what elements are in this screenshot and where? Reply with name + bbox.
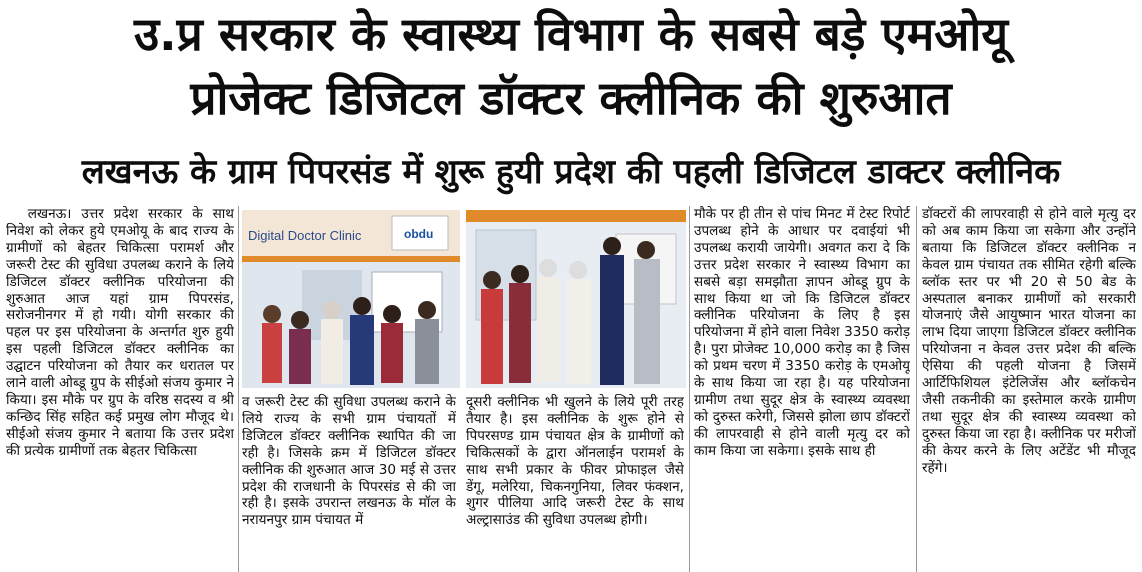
column-1-text: लखनऊ। उत्तर प्रदेश सरकार के साथ निवेश को लेकर हुये एमओयू के बाद राज्य के ग्रामीणों को बेहतर चिकित्सा परामर्श और जरूरी टेस्ट की सुविधा उपलब्ध कराने के लिये डिजिटल डॉक्टर क्लीनिक परियोजना की शुरुआत आज यहां ग्राम पिपरसंड, सरोजनीनगर में हो गयी। योगी सरकार की पहल पर इस परियोजना के अन्तर्गत शुरु हुयी इस पहली डिजिटल डॉक्टर क्लीनिक का उद्घाटन परियोजना को तैयार कर धरातल पर लाने वाली ओब्डू ग्रुप के सीईओ संजय कुमार ने किया। इस मौके पर ग्रुप के वरिष्ठ सदस्य व श्री कन्छिद सिंह सहित कई प्रमुख लोग मौजूद थे। सीईओ संजय कुमार ने बताया कि उत्तर प्रदेश की प्रत्येक ग्रामीणों तक बेहतर चिकित्सा [6, 206, 234, 459]
headline-line-1: उ.प्र सरकार के स्वास्थ्य विभाग के सबसे बड़े एमओयू [133, 7, 1009, 61]
column-2-text: व जरूरी टेस्ट की सुविधा उपलब्ध कराने के लिये राज्य के सभी ग्राम पंचायतों में डिजिटल डॉक्टर क्लीनिक स्थापित की जा रही है। जिसके क्रम में डिजिटल डॉक्टर क्लीनिक की शुरुआत आज 30 मई से उत्तर प्रदेश की राजधानी के पिपरसंड से की जा रही है। इसके उपरान्त लखनऊ के मॉल के नरायनपुर ग्राम पंचायत में [242, 394, 456, 529]
article-column-3 [466, 394, 684, 572]
subheadline: लखनऊ के ग्राम पिपरसंड में शुरू हुयी प्रदेश की पहली डिजिटल डाक्टर क्लीनिक [81, 152, 1061, 192]
column-divider [689, 206, 690, 572]
column-4-text: मौके पर ही तीन से पांच मिनट में टेस्ट रिपोर्ट उपलब्ध होने के आधार पर दवाईयां भी उपलब्ध करायी जायेगी। अवगत करा दे कि उत्तर प्रदेश सरकार ने स्वास्थ्य विभाग का सबसे बड़ा समझौता ज्ञापन ओब्डू ग्रुप के साथ किया था जो कि डिजिटल डॉक्टर क्लीनिक परियोजना के लिए है इस परियोजना में होने वाला निवेश 3350 करोड़ है। पुरा प्रोजेक्ट 10,000 करोड़ का है जिस को प्रथम चरण में 3350 करोड़ के एमओयू के साथ किया जा रहा है। यह परियोजना ग्रामीण तथा सुदूर क्षेत्र के स्वास्थ्य व्यवस्था को दुरुस्त करेगी, जिससे झोला छाप डॉक्टरों की लापरवाही से होने वाली मृत्यु दर को काम किया जा सकेगा। इसके साथ ही [694, 206, 910, 459]
column-3-text: दूसरी क्लीनिक भी खुलने के लिये पूरी तरह तैयार है। इस क्लीनिक के शुरू होने से पिपरसण्ड ग्राम पंचायत क्षेत्र के ग्रामीणों को चिकित्सकों के द्वारा ऑनलाईन परामर्श के साथ सभी प्रकार के फीवर प्रोफाइल जैसे डेंगू, मलेरिया, चिकनगुनिया, लिवर फंक्शन, शुगर पीलिया आदि जरूरी टेस्ट के साथ अल्ट्रासाउंड की सुविधा उपलब्ध होगी। [466, 394, 684, 529]
photo-2-graphic [466, 210, 686, 388]
article-column-4 [694, 206, 910, 572]
column-5-text: डॉक्टरों की लापरवाही से होने वाले मृत्यु दर को अब काम किया जा सकेगा और उन्होंने बताया कि डिजिटल डॉक्टर क्लीनिक न केवल ग्राम पंचायत तक सीमित रहेगी बल्कि ब्लॉक स्तर पर भी 20 से 50 बेड के अस्पताल बनाकर ग्रामीणों को सरकारी योजनाएं जैसे आयुष्मान भारत योजना का लाभ दिया जाएगा डिजिटल डॉक्टर क्लीनिक परियोजना न केवल उत्तर प्रदेश की बल्कि ऐसिया की पहली योजना है जिसमें आर्टिफिशियल इंटेलिजेंस और ब्लॉकचेन जैसी तकनीकी का इस्तेमाल करके ग्रामीण तथा सुदूर क्षेत्र की स्वास्थ्य व्यवस्था को दुरुस्त किया जा रहा है। क्लीनिक पर मरीजों की केयर करने के लिए अटेंडेंट भी मौजूद रहेंगे। [922, 206, 1136, 476]
event-photo-2 [466, 210, 686, 388]
article-column-5 [922, 206, 1136, 572]
event-photo-1 [242, 210, 460, 388]
headline-line-2: प्रोजेक्ट डिजिटल डॉक्टर क्लीनिक की शुरुआत [190, 71, 952, 125]
column-divider [916, 206, 917, 572]
photo-1-banner-text: Digital Doctor Clinic [248, 228, 362, 243]
article-column-2 [242, 394, 456, 572]
photo-1-logo-text: obdu [404, 227, 434, 241]
photo-1-graphic [242, 210, 460, 388]
article-column-1 [6, 206, 234, 572]
column-divider [238, 206, 239, 572]
